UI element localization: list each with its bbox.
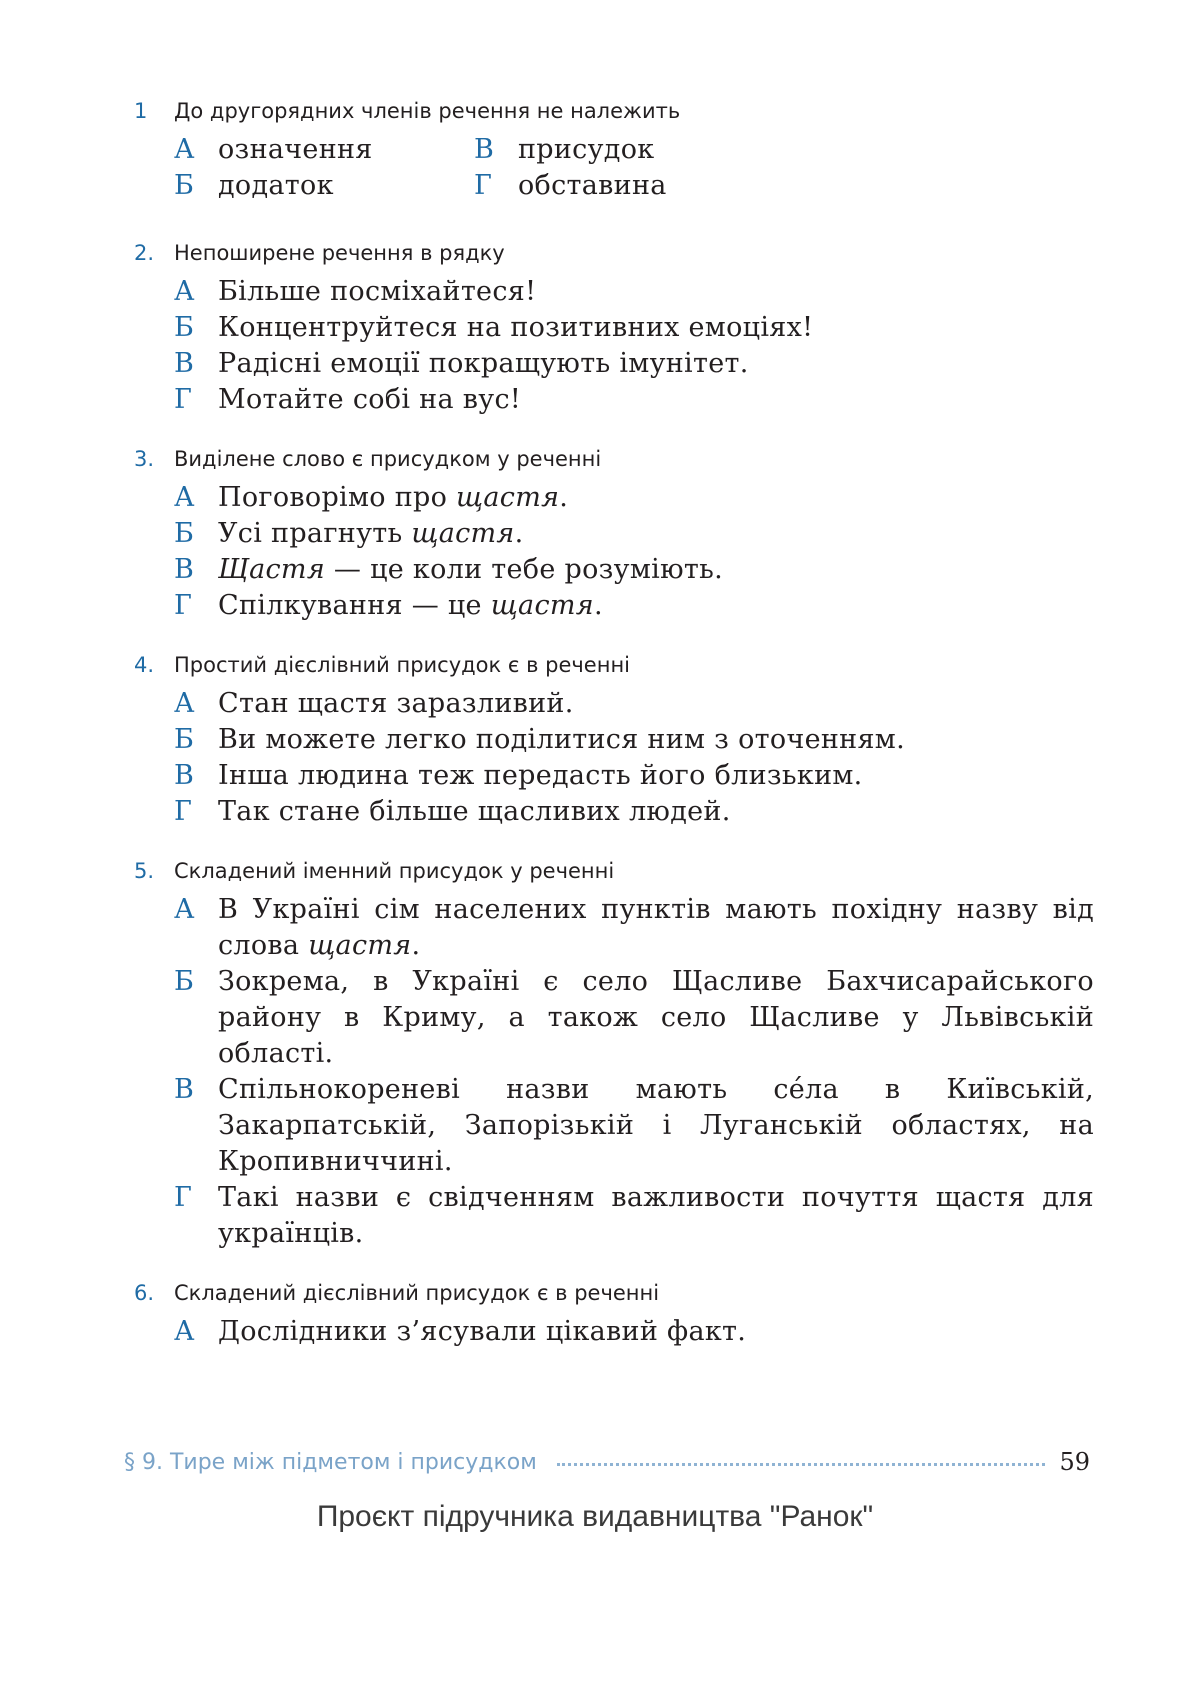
question-header	[134, 1278, 1094, 1308]
question-header	[134, 96, 1094, 126]
option-letter: Г	[174, 796, 192, 827]
option-h[interactable]	[174, 1180, 1094, 1252]
highlighted-word: щастя	[490, 590, 594, 621]
question-3	[134, 444, 1094, 624]
option-letter: А	[174, 894, 195, 925]
option-v[interactable]	[174, 346, 1094, 382]
option-b[interactable]	[174, 722, 1094, 758]
option-letter: А	[174, 1316, 195, 1347]
question-header	[134, 444, 1094, 474]
option-letter: Г	[174, 590, 192, 621]
question-2	[134, 238, 1094, 418]
question-1	[134, 96, 1094, 204]
option-text: Такі назви є свідченням важливости почуття щастя для українців.	[218, 1182, 1094, 1249]
option-text: Так стане більше щасливих людей.	[218, 796, 731, 827]
option-text: Більше посміхайтеся!	[218, 276, 537, 307]
option-text: означення	[218, 134, 373, 165]
option-text: В Україні сім населених пунктів мають похідну назву від слова щастя.	[218, 894, 1094, 961]
question-number: 4.	[134, 653, 155, 677]
option-b[interactable]	[174, 310, 1094, 346]
option-letter: Г	[174, 384, 192, 415]
watermark-caption: Проєкт підручника видавництва "Ранок"	[316, 1500, 874, 1533]
question-number: 3.	[134, 447, 155, 471]
options-list	[174, 480, 1094, 624]
option-v[interactable]	[174, 758, 1094, 794]
question-text: Складений іменний присудок у реченні	[174, 859, 615, 883]
option-letter: В	[174, 348, 194, 379]
option-a[interactable]	[174, 892, 1094, 964]
option-letter: В	[174, 554, 194, 585]
option-h[interactable]	[174, 794, 1094, 830]
option-letter: А	[174, 688, 195, 719]
highlighted-word: Щастя	[218, 554, 326, 585]
page-number: 59	[1059, 1448, 1090, 1476]
option-h[interactable]	[174, 382, 1094, 418]
option-text: Усі прагнуть щастя.	[218, 518, 524, 549]
options-list	[174, 686, 1094, 830]
option-b[interactable]	[174, 516, 1094, 552]
option-a[interactable]	[174, 274, 1094, 310]
question-4	[134, 650, 1094, 830]
question-text: Непоширене речення в рядку	[174, 241, 505, 265]
option-text: Спілкування — це щастя.	[218, 590, 603, 621]
options-list	[174, 132, 1094, 204]
question-header	[134, 856, 1094, 886]
question-5	[134, 856, 1094, 1252]
option-a[interactable]	[174, 480, 1094, 516]
option-v[interactable]	[474, 132, 774, 168]
option-text: Радісні емоції покращують імунітет.	[218, 348, 749, 379]
option-letter: Б	[174, 966, 194, 997]
options-list	[174, 892, 1094, 1252]
option-text: Інша людина теж передасть його близьким.	[218, 760, 863, 791]
option-letter: Б	[174, 518, 194, 549]
option-letter: А	[174, 134, 195, 165]
option-text: Стан щастя заразливий.	[218, 688, 574, 719]
option-letter: Б	[174, 170, 194, 201]
section-title: § 9. Тире між підметом і присудком	[124, 1449, 537, 1475]
option-text: Поговорімо про щастя.	[218, 482, 569, 513]
option-letter: Г	[174, 1182, 192, 1213]
option-h[interactable]	[474, 168, 774, 204]
option-a[interactable]	[174, 132, 474, 168]
option-v[interactable]	[174, 1072, 1094, 1180]
question-6	[134, 1278, 1094, 1350]
option-h[interactable]	[174, 588, 1094, 624]
option-b[interactable]	[174, 168, 474, 204]
option-letter: Б	[174, 312, 194, 343]
option-v[interactable]	[174, 552, 1094, 588]
question-number: 2.	[134, 241, 155, 265]
option-letter: Б	[174, 724, 194, 755]
question-number: 5.	[134, 859, 155, 883]
option-letter: В	[174, 760, 194, 791]
option-text: Спільнокореневі назви мають се́ла в Київській, Закарпатській, Запорізькій і Луганській областях, на Кропивниччині.	[218, 1074, 1094, 1177]
option-text: Дослідники з’ясували цікавий факт.	[218, 1316, 747, 1347]
options-list	[174, 1314, 1094, 1350]
question-header	[134, 238, 1094, 268]
option-text: Мотайте собі на вус!	[218, 384, 522, 415]
option-text: Щастя — це коли тебе розуміють.	[218, 554, 724, 585]
question-text: До другорядних членів речення не належить	[174, 99, 681, 123]
option-text: присудок	[518, 134, 655, 165]
highlighted-word: щастя	[308, 930, 412, 961]
option-a[interactable]	[174, 1314, 1094, 1350]
options-list	[174, 274, 1094, 418]
question-number: 6.	[134, 1281, 155, 1305]
question-text: Складений дієслівний присудок є в реченні	[174, 1281, 660, 1305]
highlighted-word: щастя	[411, 518, 515, 549]
page-footer	[124, 1445, 1090, 1479]
option-letter: А	[174, 276, 195, 307]
option-a[interactable]	[174, 686, 1094, 722]
question-text: Виділене слово є присудком у реченні	[174, 447, 602, 471]
question-text: Простий дієслівний присудок є в реченні	[174, 653, 631, 677]
highlighted-word: щастя	[456, 482, 560, 513]
option-text: обставина	[518, 170, 667, 201]
option-text: Концентруйтеся на позитивних емоціях!	[218, 312, 814, 343]
option-b[interactable]	[174, 964, 1094, 1072]
option-letter: В	[174, 1074, 194, 1105]
option-letter: Г	[474, 170, 492, 201]
option-text: Ви можете легко поділитися ним з оточенням.	[218, 724, 905, 755]
question-number: 1	[134, 99, 148, 123]
option-text: Зокрема, в Україні є село Щасливе Бахчисарайського району в Криму, а також село Щасливе у Львівській області.	[218, 966, 1094, 1069]
option-text: додаток	[218, 170, 334, 201]
dotted-leader	[557, 1463, 1046, 1466]
option-letter: В	[474, 134, 494, 165]
option-letter: А	[174, 482, 195, 513]
question-header	[134, 650, 1094, 680]
